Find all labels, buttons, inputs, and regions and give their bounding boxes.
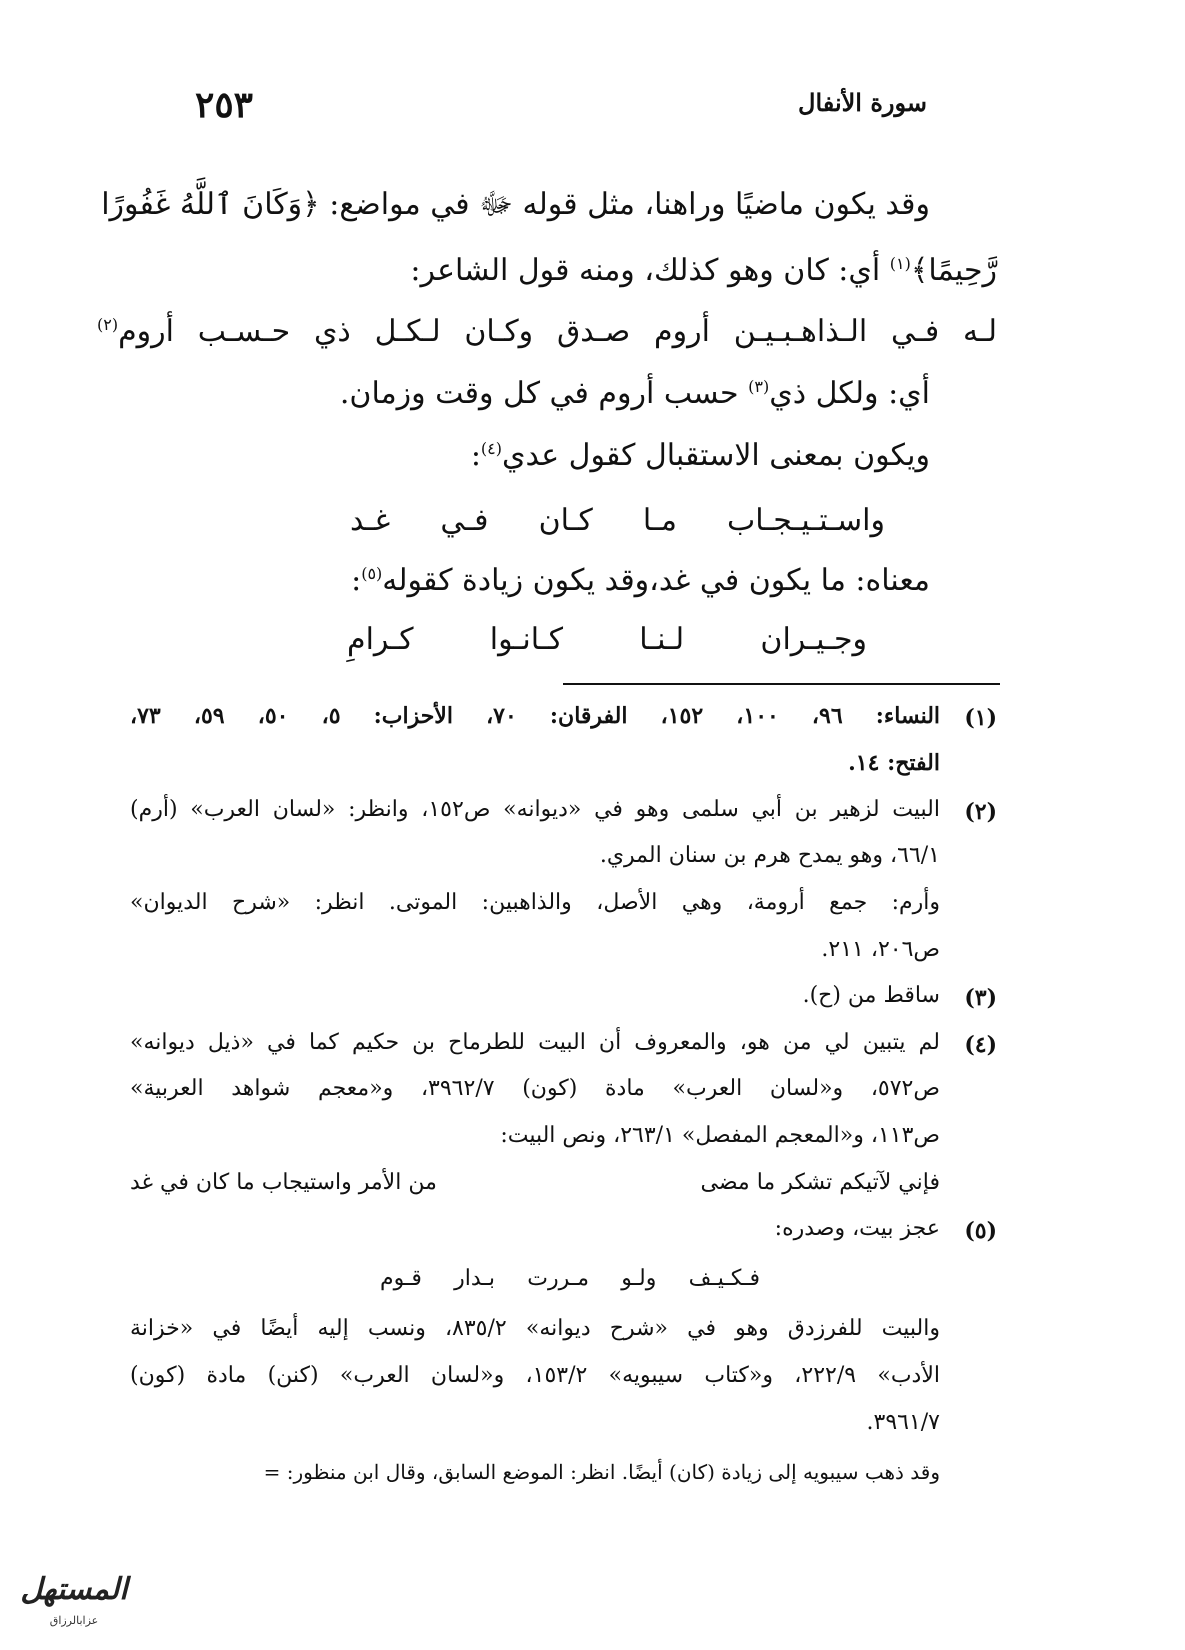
footnote-number-5: (٥) [964,1218,997,1244]
body-line-5 [470,438,930,473]
body-line-4-b: حسب أروم في كل وقت وزمان. [339,376,749,411]
page-number: ٢٥٣ [195,84,254,126]
footnote-number-1: (١) [964,705,997,731]
verse-adi: واسـتـيـجـاب مـا كـان فـي غـد [350,503,885,538]
footnote-5-line-2: والبيت للفرزدق وهو في «شرح ديوانه» ٨٣٥/٢، ونسب إليه أيضًا في «خزانة [130,1316,940,1341]
footnote-number-2: (٢) [964,799,997,825]
footnote-number-3: (٣) [964,985,997,1011]
footnote-3-line-1: ساقط من (ح). [802,983,940,1008]
body-line-7 [351,563,930,598]
body-line-7-b: : [351,563,362,598]
footnote-5-line-3: الأدب» ٢٢٢/٩، و«كتاب سيبويه» ١٥٣/٢، و«لسان العرب» (كنن) مادة (كون) [130,1363,941,1388]
verse-farazdaq: وجـيـران لـنـا كـانـوا كـرامِ [347,622,867,657]
footnote-5-line-1: عجز بيت، وصدره: [774,1216,940,1241]
verse-hemistich-1: لـه فـي الـذاهـبـيـن أروم صـدق [556,314,997,349]
footnote-continuation-line: وقد ذهب سيبويه إلى زيادة (كان) أيضًا. انظر: الموضع السابق، وقال ابن منظور: = [263,1460,940,1484]
footnote-1-line-1: النساء: ٩٦، ١٠٠، ١٥٢، الفرقان: ٧٠، الأحزاب: ٥، ٥٠، ٥٩، ٧٣، [130,703,941,729]
footnote-2-line-2: ٦٦/١، وهو يمدح هرم بن سنان المري. [599,843,940,868]
stamp-subtext: عزابالرزاق [49,1614,99,1627]
footnote-2-line-1: البيت لزهير بن أبي سلمى وهو في «ديوانه» ص١٥٢، وانظر: «لسان العرب» (أرم) [130,797,940,822]
footnote-2-line-3: وأرم: جمع أرومة، وهي الأصل، والذاهبين: الموتى. انظر: «شرح الديوان» [130,890,940,915]
footnote-ref-1: (١) [889,254,911,273]
footnote-4-verse-hemistich-2: من الأمر واستيجاب ما كان في غد [130,1170,437,1195]
library-stamp [14,1572,134,1638]
body-line-1: وقد يكون ماضيًا وراهنا، مثل قوله ﷻ في مواضع: ﴿وَكَانَ ٱللَّهُ غَفُورًا [101,187,930,222]
footnote-1-line-2: الفتح: ١٤. [848,750,940,776]
body-line-7-a: معناه: ما يكون في غد،وقد يكون زيادة كقوله [382,563,930,598]
body-line-2 [410,253,997,288]
footnote-divider [563,683,1000,685]
footnote-4-line-1: لم يتبين لي من هو، والمعروف أن البيت للطرماح بن حكيم كما في «ذيل ديوانه» [130,1030,940,1055]
body-line-5-a: ويكون بمعنى الاستقبال كقول عدي [502,438,930,473]
footnote-5-verse: فـكـيـف ولـو مـررت بـدار قـوم [380,1266,760,1291]
footnote-4-verse-hemistich-1: فإني لآتيكم تشكر ما مضى [700,1170,940,1195]
footnote-ref-4: (٤) [480,439,503,458]
footnote-4-line-2: ص٥٧٢، و«لسان العرب» مادة (كون) ٣٩٦٢/٧، و«معجم شواهد العربية» [130,1076,940,1101]
stamp-text: المستهل [20,1572,128,1607]
footnote-ref-2: (٢) [97,315,119,334]
verse-zuhair [97,314,997,349]
body-line-2-text: أي: كان وهو كذلك، ومنه قول الشاعر: [410,253,890,288]
body-line-4-a: أي: ولكل ذي [769,376,930,411]
footnote-ref-3: (٣) [748,377,770,396]
surah-title: سورة الأنفال [798,88,927,117]
footnote-2-line-4: ص٢٠٦، ٢١١. [821,937,940,962]
footnote-ref-5: (٥) [361,564,383,583]
body-line-4 [339,376,930,411]
footnote-number-4: (٤) [964,1032,997,1058]
quran-phrase: رَّحِيمًا﴾ [910,253,997,288]
verse-hemistich-2: وكـان لـكـل ذي حـسـب أروم [118,314,534,349]
body-line-5-b: : [470,438,481,473]
footnote-5-line-4: ٣٩٦١/٧. [866,1410,940,1435]
footnote-4-line-3: ص١١٣، و«المعجم المفصل» ٢٦٣/١، ونص البيت: [500,1123,940,1148]
